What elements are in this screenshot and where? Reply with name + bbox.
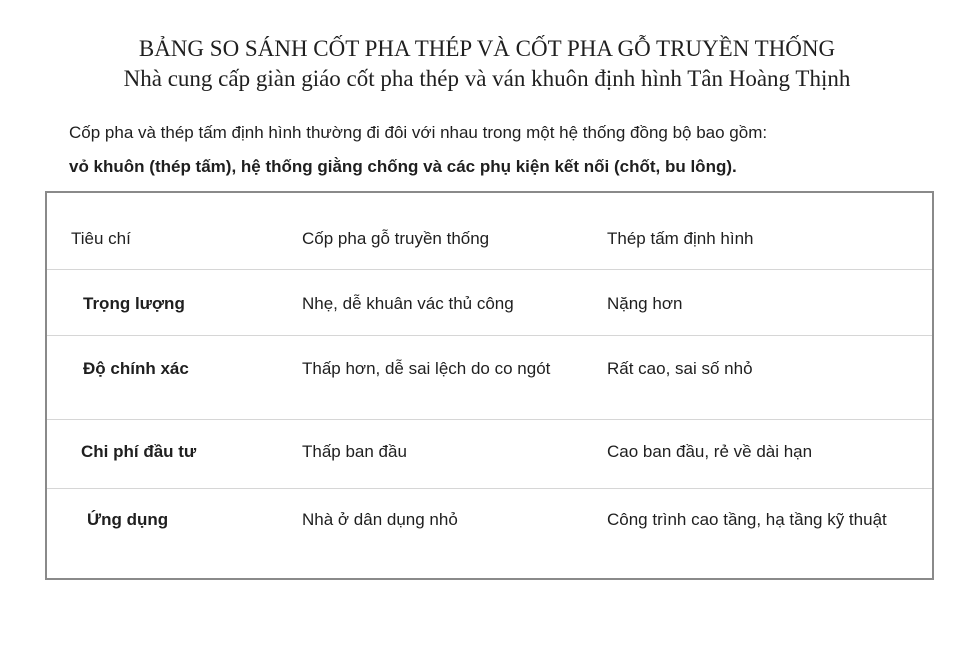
intro-paragraph [69, 116, 949, 184]
table-row [47, 336, 932, 420]
wood-value-cell: Thấp ban đầu [302, 442, 407, 461]
page-subtitle: Nhà cung cấp giàn giáo cốt pha thép và ván khuôn định hình Tân Hoàng Thịnh [123, 66, 851, 91]
table-row [47, 270, 932, 336]
steel-value-cell: Cao ban đầu, rẻ về dài hạn [607, 442, 813, 461]
wood-value-cell: Nhẹ, dễ khuân vác thủ công [302, 294, 514, 313]
table-row [47, 420, 932, 489]
criteria-cell: Ứng dụng [87, 510, 169, 529]
criteria-cell: Chi phí đầu tư [81, 442, 197, 461]
intro-line: Cốp pha và thép tấm định hình thường đi đôi với nhau trong một hệ thống đồng bộ bao gồm: [69, 123, 768, 142]
wood-value-cell: Thấp hơn, dễ sai lệch do co ngót [302, 359, 551, 378]
column-header-wood-formwork: Cốp pha gỗ truyền thống [302, 229, 490, 248]
comparison-table [45, 191, 934, 580]
criteria-cell: Độ chính xác [83, 359, 189, 378]
column-header-criteria: Tiêu chí [71, 229, 131, 248]
criteria-cell: Trọng lượng [83, 294, 185, 313]
wood-value-cell: Nhà ở dân dụng nhỏ [302, 510, 458, 529]
steel-value-cell: Rất cao, sai số nhỏ [607, 359, 753, 378]
steel-value-cell: Công trình cao tầng, hạ tầng kỹ thuật [607, 510, 887, 529]
steel-value-cell: Nặng hơn [607, 294, 683, 313]
table-row [47, 489, 932, 578]
table-header-row [47, 193, 932, 270]
document-header [0, 34, 974, 94]
intro-line-bold: vỏ khuôn (thép tấm), hệ thống giằng chống và các phụ kiện kết nối (chốt, bu lông). [69, 157, 737, 176]
column-header-steel-plate: Thép tấm định hình [607, 229, 754, 248]
page-title: BẢNG SO SÁNH CỐT PHA THÉP VÀ CỐT PHA GỖ TRUYỀN THỐNG [138, 36, 836, 61]
